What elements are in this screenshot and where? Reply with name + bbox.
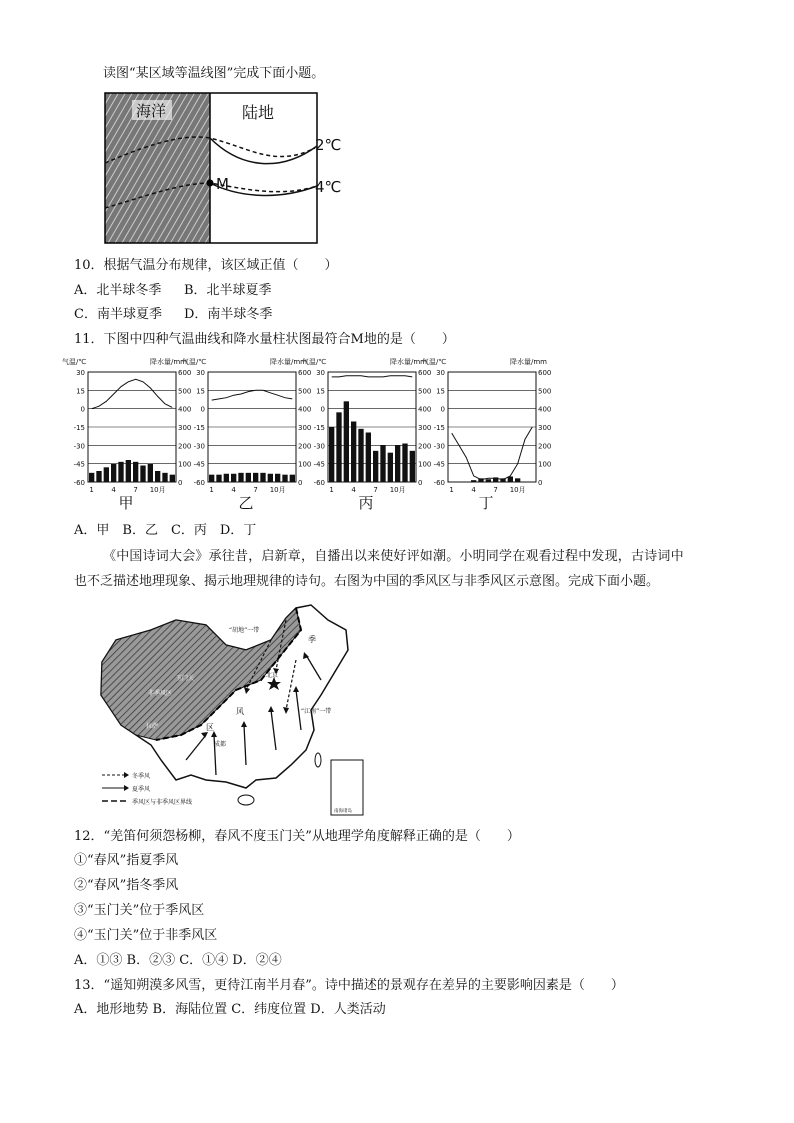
precip-tick: 0: [418, 479, 423, 487]
precip-bar: [216, 475, 221, 482]
precip-tick: 400: [418, 405, 432, 414]
iso-label-bottom: 4℃: [315, 178, 342, 196]
land-label: 陆地: [242, 103, 275, 122]
q12-statement-4: ④“玉门关”位于非季风区: [74, 928, 218, 943]
climate-charts: [60, 352, 560, 520]
precip-tick: 200: [178, 442, 192, 451]
precip-bar: [336, 412, 341, 482]
inset-label: 南海诸岛: [334, 809, 352, 814]
precip-tick: 400: [298, 405, 312, 414]
precip-tick: 500: [178, 387, 192, 396]
point-m: [207, 180, 214, 187]
axis-title-temp: 气温/℃: [182, 358, 207, 366]
q10-option-d[interactable]: D．南半球冬季: [184, 307, 273, 322]
q12-statement-1: ①“春风”指夏季风: [74, 853, 179, 868]
month-tick: 4: [351, 486, 356, 494]
precip-bar: [162, 473, 167, 482]
month-tick: 7: [493, 486, 498, 494]
precip-bar: [231, 474, 236, 482]
precip-tick: 600: [418, 369, 432, 377]
q10-stem: 10．根据气温分布规律，该区域正值（ ）: [74, 258, 338, 273]
precip-tick: 500: [418, 387, 432, 396]
precip-bar: [395, 445, 400, 482]
precip-bar: [118, 462, 123, 482]
label-ji: 季: [308, 635, 316, 644]
precip-tick: 300: [178, 424, 192, 432]
precip-bar: [366, 433, 371, 483]
month-tick: 4: [111, 486, 116, 494]
precip-bar: [290, 475, 295, 482]
precip-bar: [486, 479, 491, 482]
precip-tick: 100: [418, 460, 432, 469]
precip-bar: [282, 475, 287, 482]
precip-bar: [515, 478, 520, 482]
precip-bar: [155, 471, 160, 482]
precip-tick: 0: [178, 479, 183, 487]
label-beijing: 北京: [266, 672, 279, 679]
south-sea-inset: [331, 760, 363, 815]
temp-tick: 0: [80, 405, 85, 414]
hainan-island: [238, 795, 254, 805]
precip-bar: [471, 480, 476, 482]
precip-tick: 600: [298, 369, 312, 377]
q12-options[interactable]: A．①③ B．②③ C．①④ D．②④: [74, 953, 282, 968]
month-tick: 7: [373, 486, 378, 494]
temp-tick: -60: [433, 479, 445, 487]
precip-bar: [388, 453, 393, 482]
precip-bar: [260, 473, 265, 482]
temp-tick: -60: [313, 479, 325, 487]
precip-bar: [148, 464, 153, 482]
intro2-line2: 也不乏描述地理现象、揭示地理规律的诗句。右图为中国的季风区与非季风区示意图。完成下面小题。: [74, 574, 660, 589]
month-tick: 10月: [389, 486, 406, 494]
axis-title-precip: 降水量/mm: [390, 358, 427, 366]
precip-tick: 100: [538, 460, 552, 469]
precip-tick: 300: [418, 424, 432, 432]
axis-title-precip: 降水量/mm: [510, 358, 547, 366]
precip-bar: [380, 445, 385, 482]
q12-stem: 12．“羌笛何须怨杨柳，春风不度玉门关”从地理学角度解释正确的是（ ）: [74, 829, 520, 844]
precip-bar: [89, 473, 94, 482]
month-tick: 1: [329, 486, 334, 494]
label-nonmonsoon: 非季风区: [148, 690, 173, 697]
legend-boundary: 季风区与非季风区界线: [132, 799, 193, 806]
precip-bar: [373, 451, 378, 482]
temp-tick: 15: [196, 387, 205, 396]
q11-options[interactable]: A．甲 B．乙 C．丙 D．丁: [74, 523, 257, 538]
temp-tick: -30: [193, 442, 205, 451]
precip-tick: 400: [178, 405, 192, 414]
temp-tick: 15: [76, 387, 85, 396]
isotherm-map: [100, 88, 350, 248]
temp-tick: -60: [73, 479, 85, 487]
precip-bar: [351, 422, 356, 483]
temp-tick: 30: [436, 369, 445, 377]
precip-tick: 600: [178, 369, 192, 377]
month-tick: 7: [253, 486, 258, 494]
precip-tick: 100: [178, 460, 192, 469]
q10-option-a[interactable]: A．北半球冬季: [74, 283, 162, 298]
temp-tick: -60: [193, 479, 205, 487]
precip-tick: 500: [538, 387, 552, 396]
precip-tick: 500: [298, 387, 312, 396]
axis-title-temp: 气温/℃: [422, 358, 447, 366]
chart-title: 乙: [238, 494, 254, 512]
temp-tick: -30: [313, 442, 325, 451]
chart-title: 丙: [358, 494, 374, 512]
temp-tick: 0: [320, 405, 325, 414]
precip-bar: [253, 473, 258, 482]
precip-tick: 200: [418, 442, 432, 451]
precip-bar: [209, 475, 214, 482]
month-tick: 1: [449, 486, 454, 494]
precip-bar: [104, 467, 109, 482]
axis-title-temp: 气温/℃: [302, 358, 327, 366]
q13-options[interactable]: A．地形地势 B．海陆位置 C．纬度位置 D．人类活动: [74, 1002, 386, 1017]
label-huhai: “胡地”一带: [229, 627, 260, 634]
q10-option-b[interactable]: B．北半球夏季: [184, 283, 272, 298]
chart-title: 丁: [478, 494, 494, 512]
intro2-line1: 《中国诗词大会》承往昔，启新章，自播出以来使好评如潮。小明同学在观看过程中发现，古诗词中: [103, 549, 684, 564]
label-yumen: 玉门关: [176, 675, 195, 682]
precip-bar: [170, 475, 175, 482]
label-qu: 区: [206, 723, 214, 732]
temp-tick: 0: [200, 405, 205, 414]
temp-tick: 30: [196, 369, 205, 377]
precip-bar: [358, 429, 363, 482]
precip-bar: [268, 474, 273, 482]
month-tick: 4: [231, 486, 236, 494]
temp-tick: 15: [436, 387, 445, 396]
month-tick: 7: [133, 486, 138, 494]
chart-title: 甲: [118, 494, 134, 512]
precip-tick: 0: [538, 479, 543, 487]
precip-bar: [224, 474, 229, 482]
temp-tick: -45: [73, 460, 85, 469]
label-chengdu: 成都: [214, 741, 227, 748]
precip-bar: [275, 474, 280, 482]
precip-bar: [96, 471, 101, 482]
precip-tick: 0: [298, 479, 303, 487]
q12-statement-2: ②“春风”指冬季风: [74, 878, 179, 893]
isotherm-2-land: [210, 138, 317, 164]
precip-tick: 400: [538, 405, 552, 414]
label-jiangnan: “江南”一带: [301, 708, 332, 715]
temp-tick: -45: [433, 460, 445, 469]
label-feng: 风: [236, 707, 244, 716]
q13-stem: 13．“遥知朔漠多风雪，更待江南半月春”。诗中描述的景观存在差异的主要影响因素是（ ）: [74, 978, 624, 993]
q12-statement-3: ③“玉门关”位于季风区: [74, 903, 205, 918]
temp-tick: 0: [440, 405, 445, 414]
precip-bar: [238, 473, 243, 482]
iso-label-top: 2℃: [315, 136, 342, 154]
legend-summer: 夏季风: [132, 786, 151, 793]
temp-tick: 15: [316, 387, 325, 396]
temp-tick: -15: [73, 424, 85, 432]
taiwan-island: [315, 753, 321, 767]
temp-tick: -30: [73, 442, 85, 451]
precip-bar: [410, 451, 415, 482]
axis-title-precip: 降水量/mm: [270, 358, 307, 366]
temp-tick: -15: [433, 424, 445, 432]
temp-tick: -30: [433, 442, 445, 451]
precip-bar: [344, 401, 349, 482]
precip-bar: [402, 444, 407, 483]
precip-tick: 100: [298, 460, 312, 469]
month-tick: 4: [471, 486, 476, 494]
precip-bar: [133, 462, 138, 482]
precip-tick: 600: [538, 369, 552, 377]
month-tick: 1: [89, 486, 94, 494]
precip-bar: [246, 473, 251, 482]
precip-bar: [329, 427, 334, 482]
q10-option-c[interactable]: C．南半球夏季: [74, 307, 162, 322]
temp-tick: -15: [193, 424, 205, 432]
axis-title-precip: 降水量/mm: [150, 358, 187, 366]
intro-text: 读图“某区域等温线图”完成下面小题。: [103, 66, 325, 81]
precip-bar: [111, 464, 116, 482]
precip-bar: [126, 460, 131, 482]
legend-winter: 冬季风: [132, 773, 151, 780]
temp-tick: 30: [316, 369, 325, 377]
ocean-label: 海洋: [136, 102, 167, 120]
temp-tick: -45: [313, 460, 325, 469]
precip-tick: 300: [538, 424, 552, 432]
month-tick: 10月: [269, 486, 286, 494]
precip-tick: 200: [298, 442, 312, 451]
temp-tick: -15: [313, 424, 325, 432]
month-tick: 1: [209, 486, 214, 494]
temp-tick: 30: [76, 369, 85, 377]
precip-bar: [140, 466, 145, 483]
precip-tick: 300: [298, 424, 312, 432]
point-m-label: M: [216, 175, 229, 193]
axis-title-temp: 气温/℃: [62, 358, 87, 366]
china-monsoon-map: [96, 600, 366, 822]
precip-tick: 200: [538, 442, 552, 451]
month-tick: 10月: [149, 486, 166, 494]
temp-tick: -45: [193, 460, 205, 469]
q11-stem: 11．下图中四种气温曲线和降水量柱状图最符合M地的是（ ）: [74, 332, 455, 347]
month-tick: 10月: [509, 486, 526, 494]
label-lasa: 拉萨: [146, 723, 159, 730]
